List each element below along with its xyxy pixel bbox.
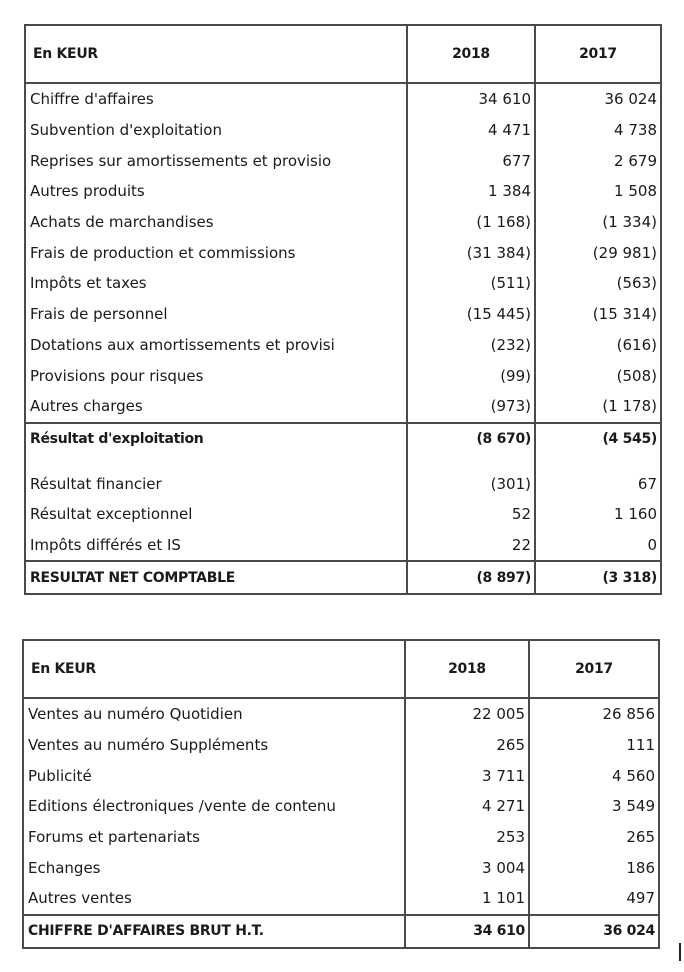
header-label: En KEUR (25, 25, 407, 83)
row-value-2017: 186 (529, 852, 659, 883)
row-label: Résultat financier (25, 468, 407, 499)
row-label: Editions électroniques /vente de contenu (23, 791, 405, 822)
row-value-2018: 34 610 (407, 83, 535, 115)
table-row (25, 330, 661, 361)
subtotal-value-2018: (8 670) (407, 423, 535, 455)
row-value-2018: 3 004 (405, 852, 529, 883)
row-value-2017: 67 (535, 468, 661, 499)
table-row (25, 83, 661, 115)
row-label: Subvention d'exploitation (25, 115, 407, 146)
table-row (25, 530, 661, 562)
text-cursor (679, 943, 681, 961)
table-row (23, 698, 659, 730)
row-value-2017: 4 560 (529, 760, 659, 791)
total-value-2017: 36 024 (529, 915, 659, 948)
row-label: Autres charges (25, 391, 407, 423)
table-row (25, 391, 661, 423)
row-value-2018: 1 384 (407, 176, 535, 207)
row-label: Frais de personnel (25, 299, 407, 330)
row-label: Ventes au numéro Suppléments (23, 730, 405, 761)
row-value-2017: (1 178) (535, 391, 661, 423)
row-value-2017: 36 024 (535, 83, 661, 115)
row-value-2018: (973) (407, 391, 535, 423)
income-statement-table (24, 24, 662, 595)
row-value-2017: 497 (529, 883, 659, 915)
table-row (23, 852, 659, 883)
row-value-2017: 1 160 (535, 499, 661, 530)
row-label: Impôts et taxes (25, 268, 407, 299)
total-label: CHIFFRE D'AFFAIRES BRUT H.T. (23, 915, 405, 948)
subtotal-label: Résultat d'exploitation (25, 423, 407, 455)
row-value-2017: 1 508 (535, 176, 661, 207)
row-label: Provisions pour risques (25, 360, 407, 391)
row-label: Autres produits (25, 176, 407, 207)
row-value-2017: 265 (529, 822, 659, 853)
table-row (25, 468, 661, 499)
table-row (25, 268, 661, 299)
row-value-2017: (15 314) (535, 299, 661, 330)
row-value-2018: 52 (407, 499, 535, 530)
row-value-2018: (99) (407, 360, 535, 391)
row-label: Autres ventes (23, 883, 405, 915)
total-row (25, 561, 661, 594)
table-row (25, 299, 661, 330)
row-label: Reprises sur amortissements et provisio (25, 145, 407, 176)
row-value-2017: (616) (535, 330, 661, 361)
row-label: Echanges (23, 852, 405, 883)
header-year-2017: 2017 (529, 640, 659, 698)
total-label: RESULTAT NET COMPTABLE (25, 561, 407, 594)
row-value-2018: (232) (407, 330, 535, 361)
table-row (25, 237, 661, 268)
row-label: Ventes au numéro Quotidien (23, 698, 405, 730)
row-value-2018: 22 (407, 530, 535, 562)
table-row (23, 822, 659, 853)
row-value-2017: (508) (535, 360, 661, 391)
revenue-breakdown-table (22, 639, 660, 949)
row-value-2018: (301) (407, 468, 535, 499)
row-value-2018: (31 384) (407, 237, 535, 268)
table-row (23, 730, 659, 761)
row-value-2018: 22 005 (405, 698, 529, 730)
row-label: Achats de marchandises (25, 207, 407, 238)
row-value-2018: 3 711 (405, 760, 529, 791)
row-value-2017: 4 738 (535, 115, 661, 146)
table-header-row (25, 25, 661, 83)
table-row (25, 145, 661, 176)
row-label: Frais de production et commissions (25, 237, 407, 268)
total-value-2017: (3 318) (535, 561, 661, 594)
row-value-2018: 253 (405, 822, 529, 853)
table-row (23, 883, 659, 915)
table-row (23, 791, 659, 822)
row-value-2018: 4 471 (407, 115, 535, 146)
row-label: Publicité (23, 760, 405, 791)
table-row (25, 360, 661, 391)
row-value-2017: 26 856 (529, 698, 659, 730)
row-value-2018: (15 445) (407, 299, 535, 330)
total-value-2018: (8 897) (407, 561, 535, 594)
row-label: Résultat exceptionnel (25, 499, 407, 530)
total-row (23, 915, 659, 948)
row-value-2018: 1 101 (405, 883, 529, 915)
table-row (25, 176, 661, 207)
table-row (25, 207, 661, 238)
row-value-2018: 265 (405, 730, 529, 761)
row-value-2018: (511) (407, 268, 535, 299)
subtotal-value-2017: (4 545) (535, 423, 661, 455)
header-year-2017: 2017 (535, 25, 661, 83)
row-value-2018: (1 168) (407, 207, 535, 238)
row-label: Chiffre d'affaires (25, 83, 407, 115)
row-label: Forums et partenariats (23, 822, 405, 853)
total-value-2018: 34 610 (405, 915, 529, 948)
header-label: En KEUR (23, 640, 405, 698)
header-year-2018: 2018 (405, 640, 529, 698)
row-value-2018: 4 271 (405, 791, 529, 822)
table-header-row (23, 640, 659, 698)
row-value-2018: 677 (407, 145, 535, 176)
row-value-2017: (563) (535, 268, 661, 299)
row-label: Dotations aux amortissements et provisi (25, 330, 407, 361)
header-year-2018: 2018 (407, 25, 535, 83)
table-row (25, 115, 661, 146)
table-row (25, 499, 661, 530)
row-value-2017: 111 (529, 730, 659, 761)
table-row (23, 760, 659, 791)
row-label: Impôts différés et IS (25, 530, 407, 562)
subtotal-row (25, 423, 661, 455)
spacer-row (25, 454, 661, 468)
row-value-2017: 3 549 (529, 791, 659, 822)
row-value-2017: 0 (535, 530, 661, 562)
row-value-2017: (1 334) (535, 207, 661, 238)
row-value-2017: 2 679 (535, 145, 661, 176)
row-value-2017: (29 981) (535, 237, 661, 268)
